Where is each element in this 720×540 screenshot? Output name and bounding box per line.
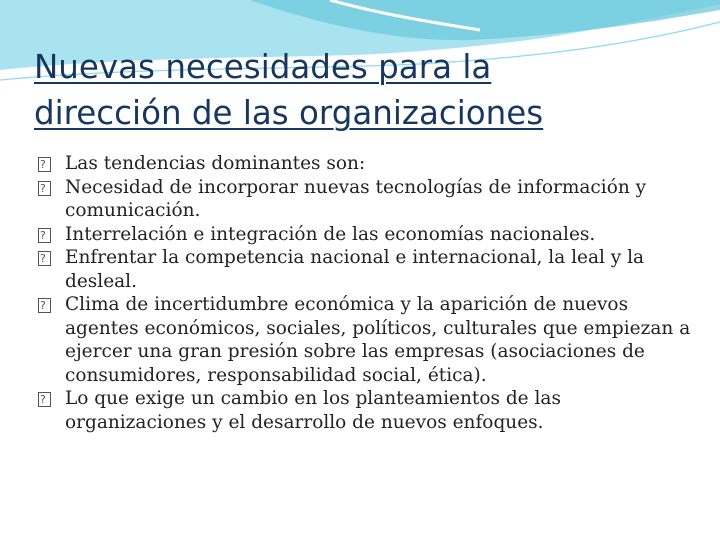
bullet-item-uncertainty [36,293,706,387]
missing-glyph-box-icon [38,392,51,407]
missing-glyph-box-icon [38,251,51,266]
slide-title-line-2: dirección de las organizaciones [34,94,544,132]
bullet-text: Necesidad de incorporar nuevas tecnologías de información y comunicación. [65,176,647,221]
bullet-text: Clima de incertidumbre económica y la aparición de nuevos agentes económicos, sociales, políticos, culturales que empiezan a ejercer una gran presión sobre las empresas (asociaciones de consumidores, responsabilidad social, ética). [65,294,691,386]
bullet-text: Enfrentar la competencia nacional e internacional, la leal y la desleal. [65,247,645,292]
bullet-text: Las tendencias dominantes son: [65,153,366,174]
bullet-text: Lo que exige un cambio en los planteamientos de las organizaciones y el desarrollo de nuevos enfoques. [65,388,561,433]
missing-glyph-box-icon [38,228,51,243]
slide-title-line-1: Nuevas necesidades para la [34,48,492,86]
missing-glyph-box-icon [38,157,51,172]
bullet-item-change [36,387,706,434]
bullet-item-intro [36,152,706,176]
slide-title [34,44,694,136]
bullet-list [36,152,706,434]
missing-glyph-box-icon [38,181,51,196]
bullet-item-integration [36,223,706,247]
bullet-item-competition [36,246,706,293]
missing-glyph-box-icon [38,298,51,313]
bullet-item-technology [36,176,706,223]
bullet-text: Interrelación e integración de las economías nacionales. [65,223,596,245]
